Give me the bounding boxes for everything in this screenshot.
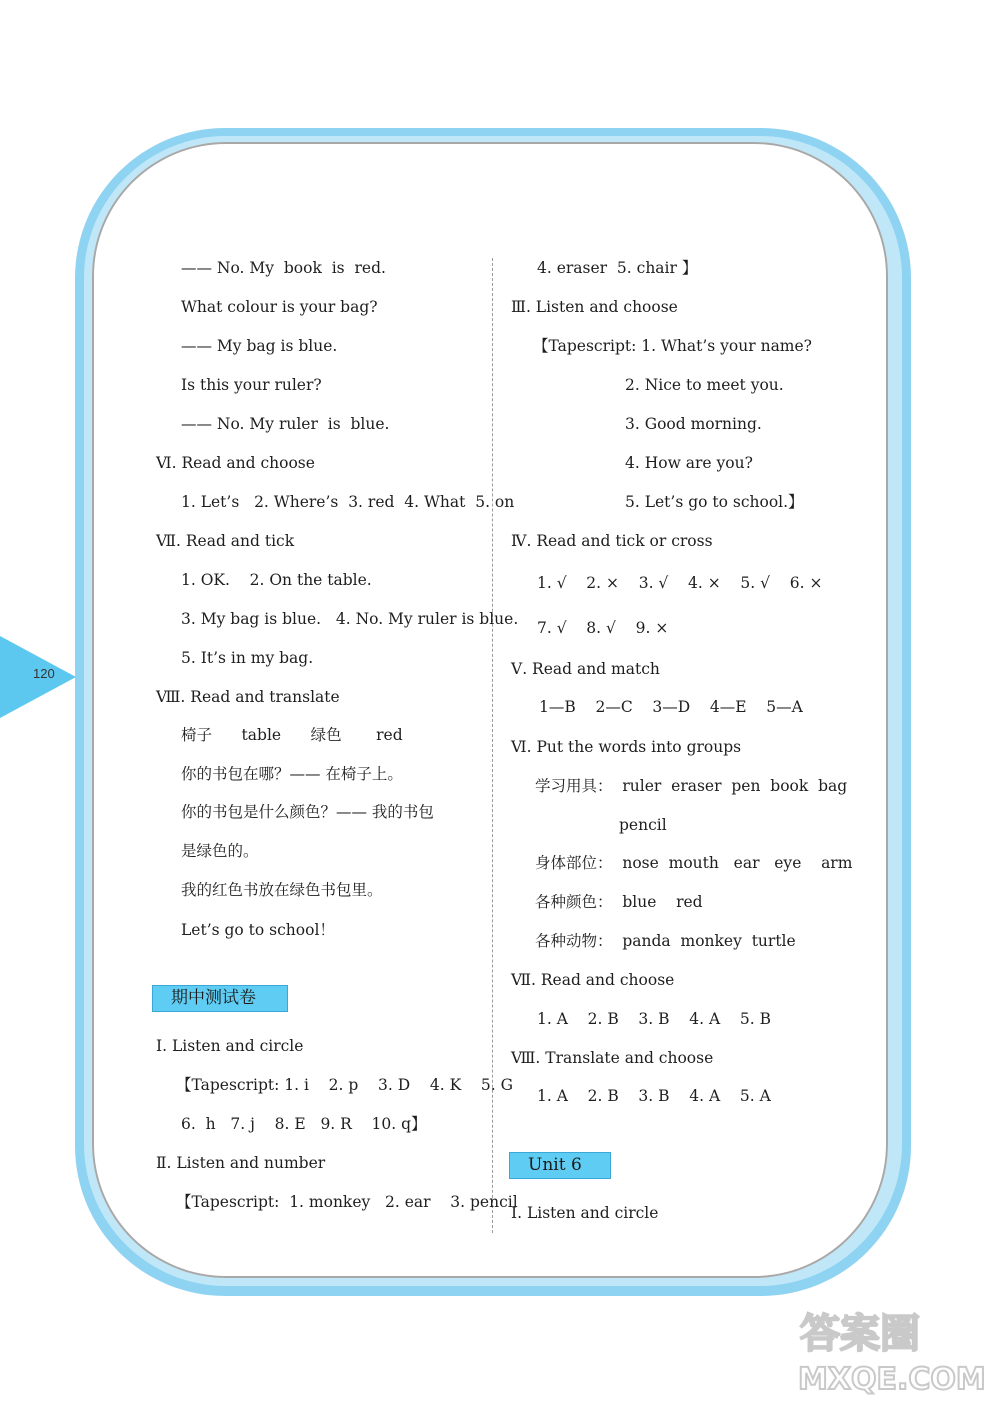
section-heading: Ⅰ. Listen and circle	[511, 1204, 659, 1222]
answer-line: 4. How are you?	[625, 454, 753, 472]
answer-line: 1. Let’s 2. Where’s 3. red 4. What 5. on	[181, 493, 515, 511]
answer-line: 1. A 2. B 3. B 4. A 5. B	[537, 1010, 771, 1028]
answer-line: —— No. My book is red.	[181, 259, 386, 277]
answer-line: 4. eraser 5. chair 】	[537, 259, 698, 277]
section-heading: Ⅵ. Put the words into groups	[511, 738, 742, 756]
answer-line: 是绿色的。	[181, 842, 259, 860]
answer-line: 椅子 table 绿色 red	[181, 726, 403, 744]
answer-line: 5. Let’s go to school.】	[625, 493, 804, 511]
answer-line: 身体部位： nose mouth ear eye arm	[535, 854, 853, 872]
section-heading: Ⅷ. Read and translate	[156, 688, 340, 706]
answer-line: 我的红色书放在绿色书包里。	[181, 881, 383, 899]
section-heading: Ⅵ. Read and choose	[156, 454, 315, 472]
page-number: 120	[33, 666, 55, 681]
answer-line: 1. √ 2. × 3. √ 4. × 5. √ 6. ×	[537, 574, 823, 592]
answer-line: What colour is your bag?	[181, 298, 378, 316]
answer-line: pencil	[619, 816, 667, 834]
section-heading: Ⅱ. Listen and number	[156, 1154, 326, 1172]
answer-line: 【Tapescript: 1. What’s your name?	[533, 337, 812, 355]
answer-line: 【Tapescript: 1. monkey 2. ear 3. pencil	[176, 1193, 518, 1211]
section-heading: Ⅲ. Listen and choose	[511, 298, 678, 316]
answer-line: 2. Nice to meet you.	[625, 376, 784, 394]
watermark-line2: MXQE.COM	[798, 1362, 986, 1395]
answer-line: 学习用具： ruler eraser pen book bag	[535, 777, 848, 795]
section-heading: Ⅶ. Read and choose	[511, 971, 675, 989]
answer-line: Let’s go to school！	[181, 921, 335, 939]
answer-line: 7. √ 8. √ 9. ×	[537, 619, 669, 637]
unit-6-heading: Unit 6	[509, 1152, 611, 1179]
answer-line: —— My bag is blue.	[181, 337, 338, 355]
answer-line: 【Tapescript: 1. i 2. p 3. D 4. K 5. G	[176, 1076, 513, 1094]
answer-line: 各种颜色： blue red	[535, 893, 703, 911]
answer-line: 3. Good morning.	[625, 415, 762, 433]
answer-line: —— No. My ruler is blue.	[181, 415, 390, 433]
answer-line: 各种动物： panda monkey turtle	[535, 932, 796, 950]
answer-line: 5. It’s in my bag.	[181, 649, 314, 667]
midterm-test-heading: 期中测试卷	[152, 985, 288, 1012]
section-heading: Ⅰ. Listen and circle	[156, 1037, 304, 1055]
section-heading: Ⅷ. Translate and choose	[511, 1049, 714, 1067]
section-heading: Ⅴ. Read and match	[511, 660, 660, 678]
section-heading: Ⅶ. Read and tick	[156, 532, 295, 550]
answer-line: 1. A 2. B 3. B 4. A 5. A	[537, 1087, 771, 1105]
answer-line: 3. My bag is blue. 4. No. My ruler is blue.	[181, 610, 519, 628]
answer-line: 1—B 2—C 3—D 4—E 5—A	[539, 698, 803, 716]
answer-line: Is this your ruler?	[181, 376, 322, 394]
answer-line: 1. OK. 2. On the table.	[181, 571, 372, 589]
answer-line: 你的书包在哪？—— 在椅子上。	[181, 765, 403, 783]
answer-line: 你的书包是什么颜色？—— 我的书包	[181, 803, 434, 821]
watermark-line1: 答案圈	[800, 1311, 920, 1357]
section-heading: Ⅳ. Read and tick or cross	[511, 532, 713, 550]
answer-line: 6. h 7. j 8. E 9. R 10. q】	[181, 1115, 427, 1133]
watermark-logo	[792, 1305, 992, 1395]
